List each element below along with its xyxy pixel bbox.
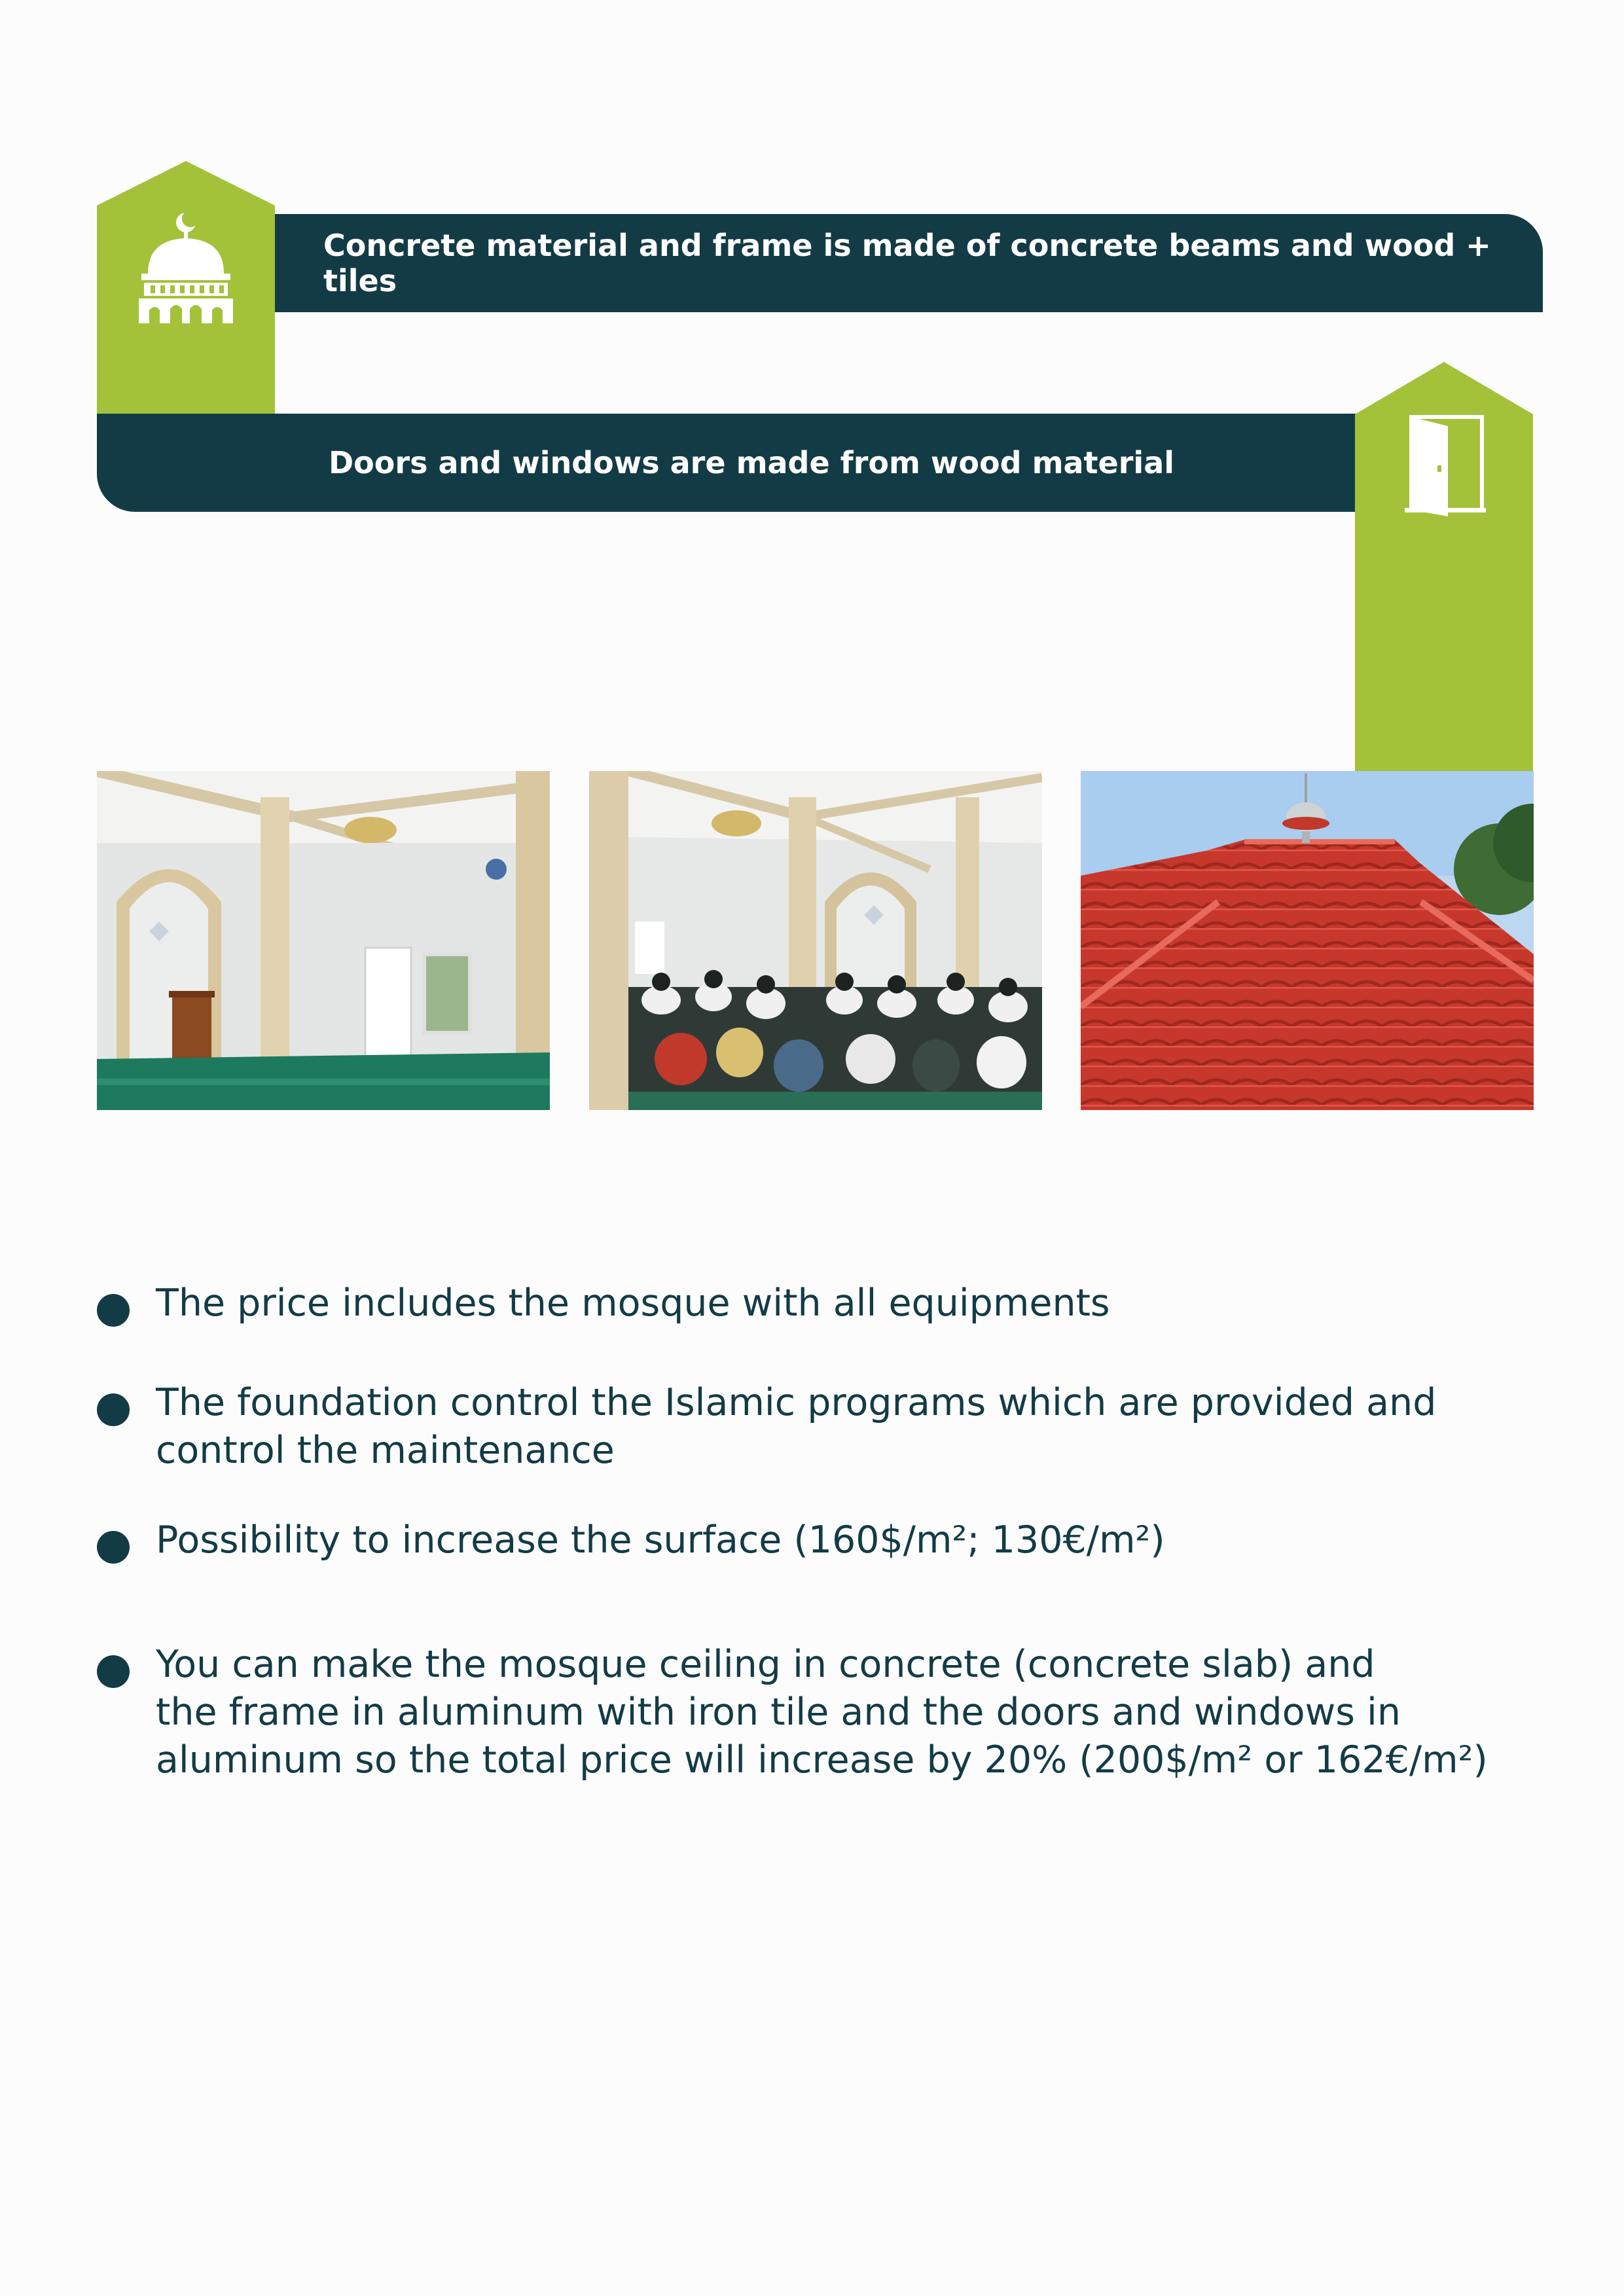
bullet-text: The price includes the mosque with all equipments — [156, 1282, 1110, 1325]
congregation-prayer-photo — [589, 771, 1042, 1110]
feature-text-frame: Concrete material and frame is made of concrete beams and wood + tiles — [323, 228, 1491, 298]
bullet-dot-icon — [97, 1294, 130, 1327]
door-tab — [1355, 362, 1533, 771]
bullet-dot-icon — [97, 1655, 130, 1688]
mosque-tab — [97, 161, 275, 414]
bullet-dot-icon — [97, 1393, 130, 1426]
bullet-text: Possibility to increase the surface (160$/m²; 130€/m²) — [156, 1518, 1165, 1562]
bullet-text: You can make the mosque ceiling in concrete (concrete slab) and the frame in aluminum with iron tile and the doors and windows in aluminum so the total price will increase by 20% (200$/m² or 162€/m²) — [156, 1643, 1488, 1782]
feature-banner-frame — [275, 214, 1543, 312]
feature-text-doors: Doors and windows are made from wood material — [329, 445, 1174, 480]
bullet-dot-icon — [97, 1531, 130, 1564]
feature-banner-doors — [97, 414, 1357, 512]
bullet-text: The foundation control the Islamic programs which are provided and control the maintenance — [156, 1381, 1437, 1472]
mosque-interior-photo — [97, 771, 550, 1110]
red-tile-roof-photo — [1081, 771, 1534, 1110]
